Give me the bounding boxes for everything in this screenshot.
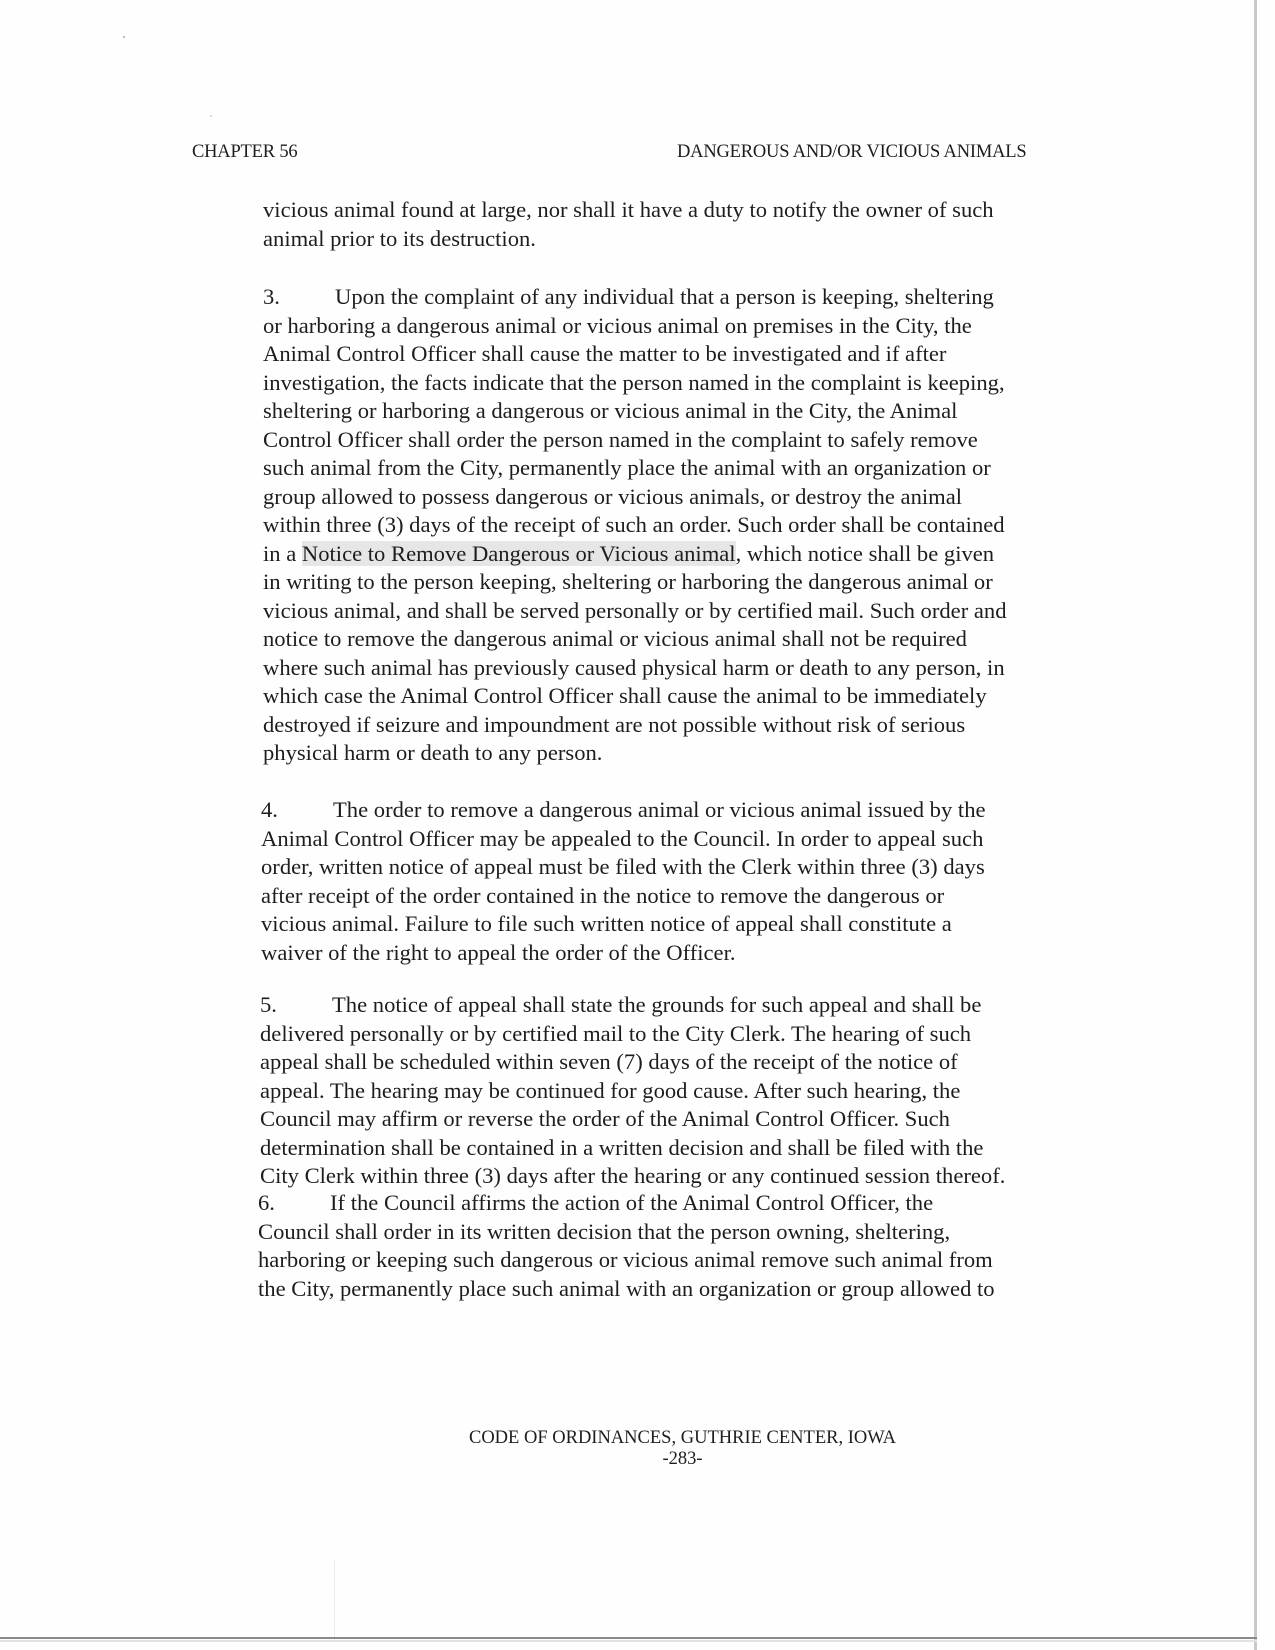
text-line: Council may affirm or reverse the order of the Animal Control Officer. Such xyxy=(260,1106,950,1131)
text-line: delivered personally or by certified mail to the City Clerk. The hearing of such xyxy=(260,1020,972,1046)
text-line: the City, permanently place such animal with an organization or group allowed to xyxy=(258,1275,995,1301)
page-number: -283- xyxy=(662,1449,703,1469)
paragraph-first-line xyxy=(263,283,1093,312)
text-line: animal prior to its destruction. xyxy=(263,225,536,251)
text-line: harboring or keeping such dangerous or vicious animal remove such animal from xyxy=(258,1247,993,1272)
scan-speck xyxy=(123,36,125,38)
text-fragment: , which notice shall be given xyxy=(735,540,995,566)
page-edge-bottom xyxy=(0,1637,1257,1639)
text-line: physical harm or death to any person. xyxy=(263,740,603,765)
text-line: appeal. The hearing may be continued for good cause. After such hearing, the xyxy=(260,1077,961,1103)
text-line: Animal Control Officer shall cause the matter to be investigated and if after xyxy=(263,341,947,366)
text-line: Control Officer shall order the person named in the complaint to safely remove xyxy=(263,426,978,452)
text-line: If the Council affirms the action of the Animal Control Officer, the xyxy=(330,1190,934,1215)
running-header-chapter: CHAPTER 56 xyxy=(192,142,298,162)
page-edge-right xyxy=(1254,0,1257,1650)
text-line: sheltering or harboring a dangerous or vicious animal in the City, the Animal xyxy=(263,398,958,423)
paragraph-first-line xyxy=(261,796,1091,825)
paragraph-first-line xyxy=(258,1189,1088,1218)
text-line: Council shall order in its written decision that the person owning, sheltering, xyxy=(258,1218,951,1244)
highlighted-notice-title: Notice to Remove Dangerous or Vicious animal xyxy=(301,540,736,566)
text-line: or harboring a dangerous animal or vicious animal on premises in the City, the xyxy=(263,312,972,338)
paragraph-6 xyxy=(258,1189,1088,1303)
text-line: within three (3) days of the receipt of such an order. Such order shall be contained xyxy=(263,512,1005,537)
highlighted-text-line xyxy=(263,540,1093,569)
text-line: Animal Control Officer may be appealed to the Council. In order to appeal such xyxy=(261,825,984,851)
text-line: notice to remove the dangerous animal or vicious animal shall not be required xyxy=(263,626,967,651)
text-line: destroyed if seizure and impoundment are not possible without risk of serious xyxy=(263,711,966,737)
paragraph-number: 4. xyxy=(261,797,278,822)
text-fragment: in a xyxy=(263,540,302,566)
page-edge-bottom-shadow xyxy=(0,1640,1257,1642)
scan-artifact xyxy=(334,1560,335,1640)
text-line: determination shall be contained in a written decision and shall be filed with the xyxy=(260,1134,984,1160)
paragraph-first-line xyxy=(260,991,1090,1020)
text-line: City Clerk within three (3) days after the hearing or any continued session thereof. xyxy=(260,1163,1006,1188)
text-line: vicious animal. Failure to file such written notice of appeal shall constitute a xyxy=(261,911,952,936)
text-line: in writing to the person keeping, sheltering or harboring the dangerous animal or xyxy=(263,569,993,594)
running-header-title: DANGEROUS AND/OR VICIOUS ANIMALS xyxy=(677,142,1027,162)
text-line: which case the Animal Control Officer shall cause the animal to be immediately xyxy=(263,683,987,708)
paragraph-number: 5. xyxy=(260,992,277,1017)
paragraph-4 xyxy=(261,796,1091,967)
scan-speck xyxy=(210,115,212,117)
paragraph-number: 6. xyxy=(258,1190,275,1215)
text-line: where such animal has previously caused physical harm or death to any person, in xyxy=(263,654,1005,680)
text-line: appeal shall be scheduled within seven (7) days of the receipt of the notice of xyxy=(260,1049,958,1074)
text-line: The order to remove a dangerous animal or vicious animal issued by the xyxy=(333,797,986,822)
footer-title: CODE OF ORDINANCES, GUTHRIE CENTER, IOWA xyxy=(468,1428,897,1448)
text-line: vicious animal, and shall be served personally or by certified mail. Such order and xyxy=(263,597,1007,623)
paragraph-3 xyxy=(263,283,1093,768)
text-line: investigation, the facts indicate that the person named in the complaint is keeping, xyxy=(263,369,1005,395)
text-line: The notice of appeal shall state the grounds for such appeal and shall be xyxy=(332,992,982,1017)
continuation-paragraph xyxy=(263,196,1093,253)
text-line: after receipt of the order contained in the notice to remove the dangerous or xyxy=(261,882,945,908)
paragraph-5 xyxy=(260,991,1090,1191)
text-line: vicious animal found at large, nor shall it have a duty to notify the owner of such xyxy=(263,197,994,222)
text-line: such animal from the City, permanently place the animal with an organization or xyxy=(263,455,991,480)
text-line: Upon the complaint of any individual that a person is keeping, sheltering xyxy=(335,284,994,309)
text-line: waiver of the right to appeal the order of the Officer. xyxy=(261,939,736,965)
text-line: group allowed to possess dangerous or vicious animals, or destroy the animal xyxy=(263,483,963,509)
paragraph-number: 3. xyxy=(263,284,280,309)
text-line: order, written notice of appeal must be filed with the Clerk within three (3) days xyxy=(261,854,985,879)
